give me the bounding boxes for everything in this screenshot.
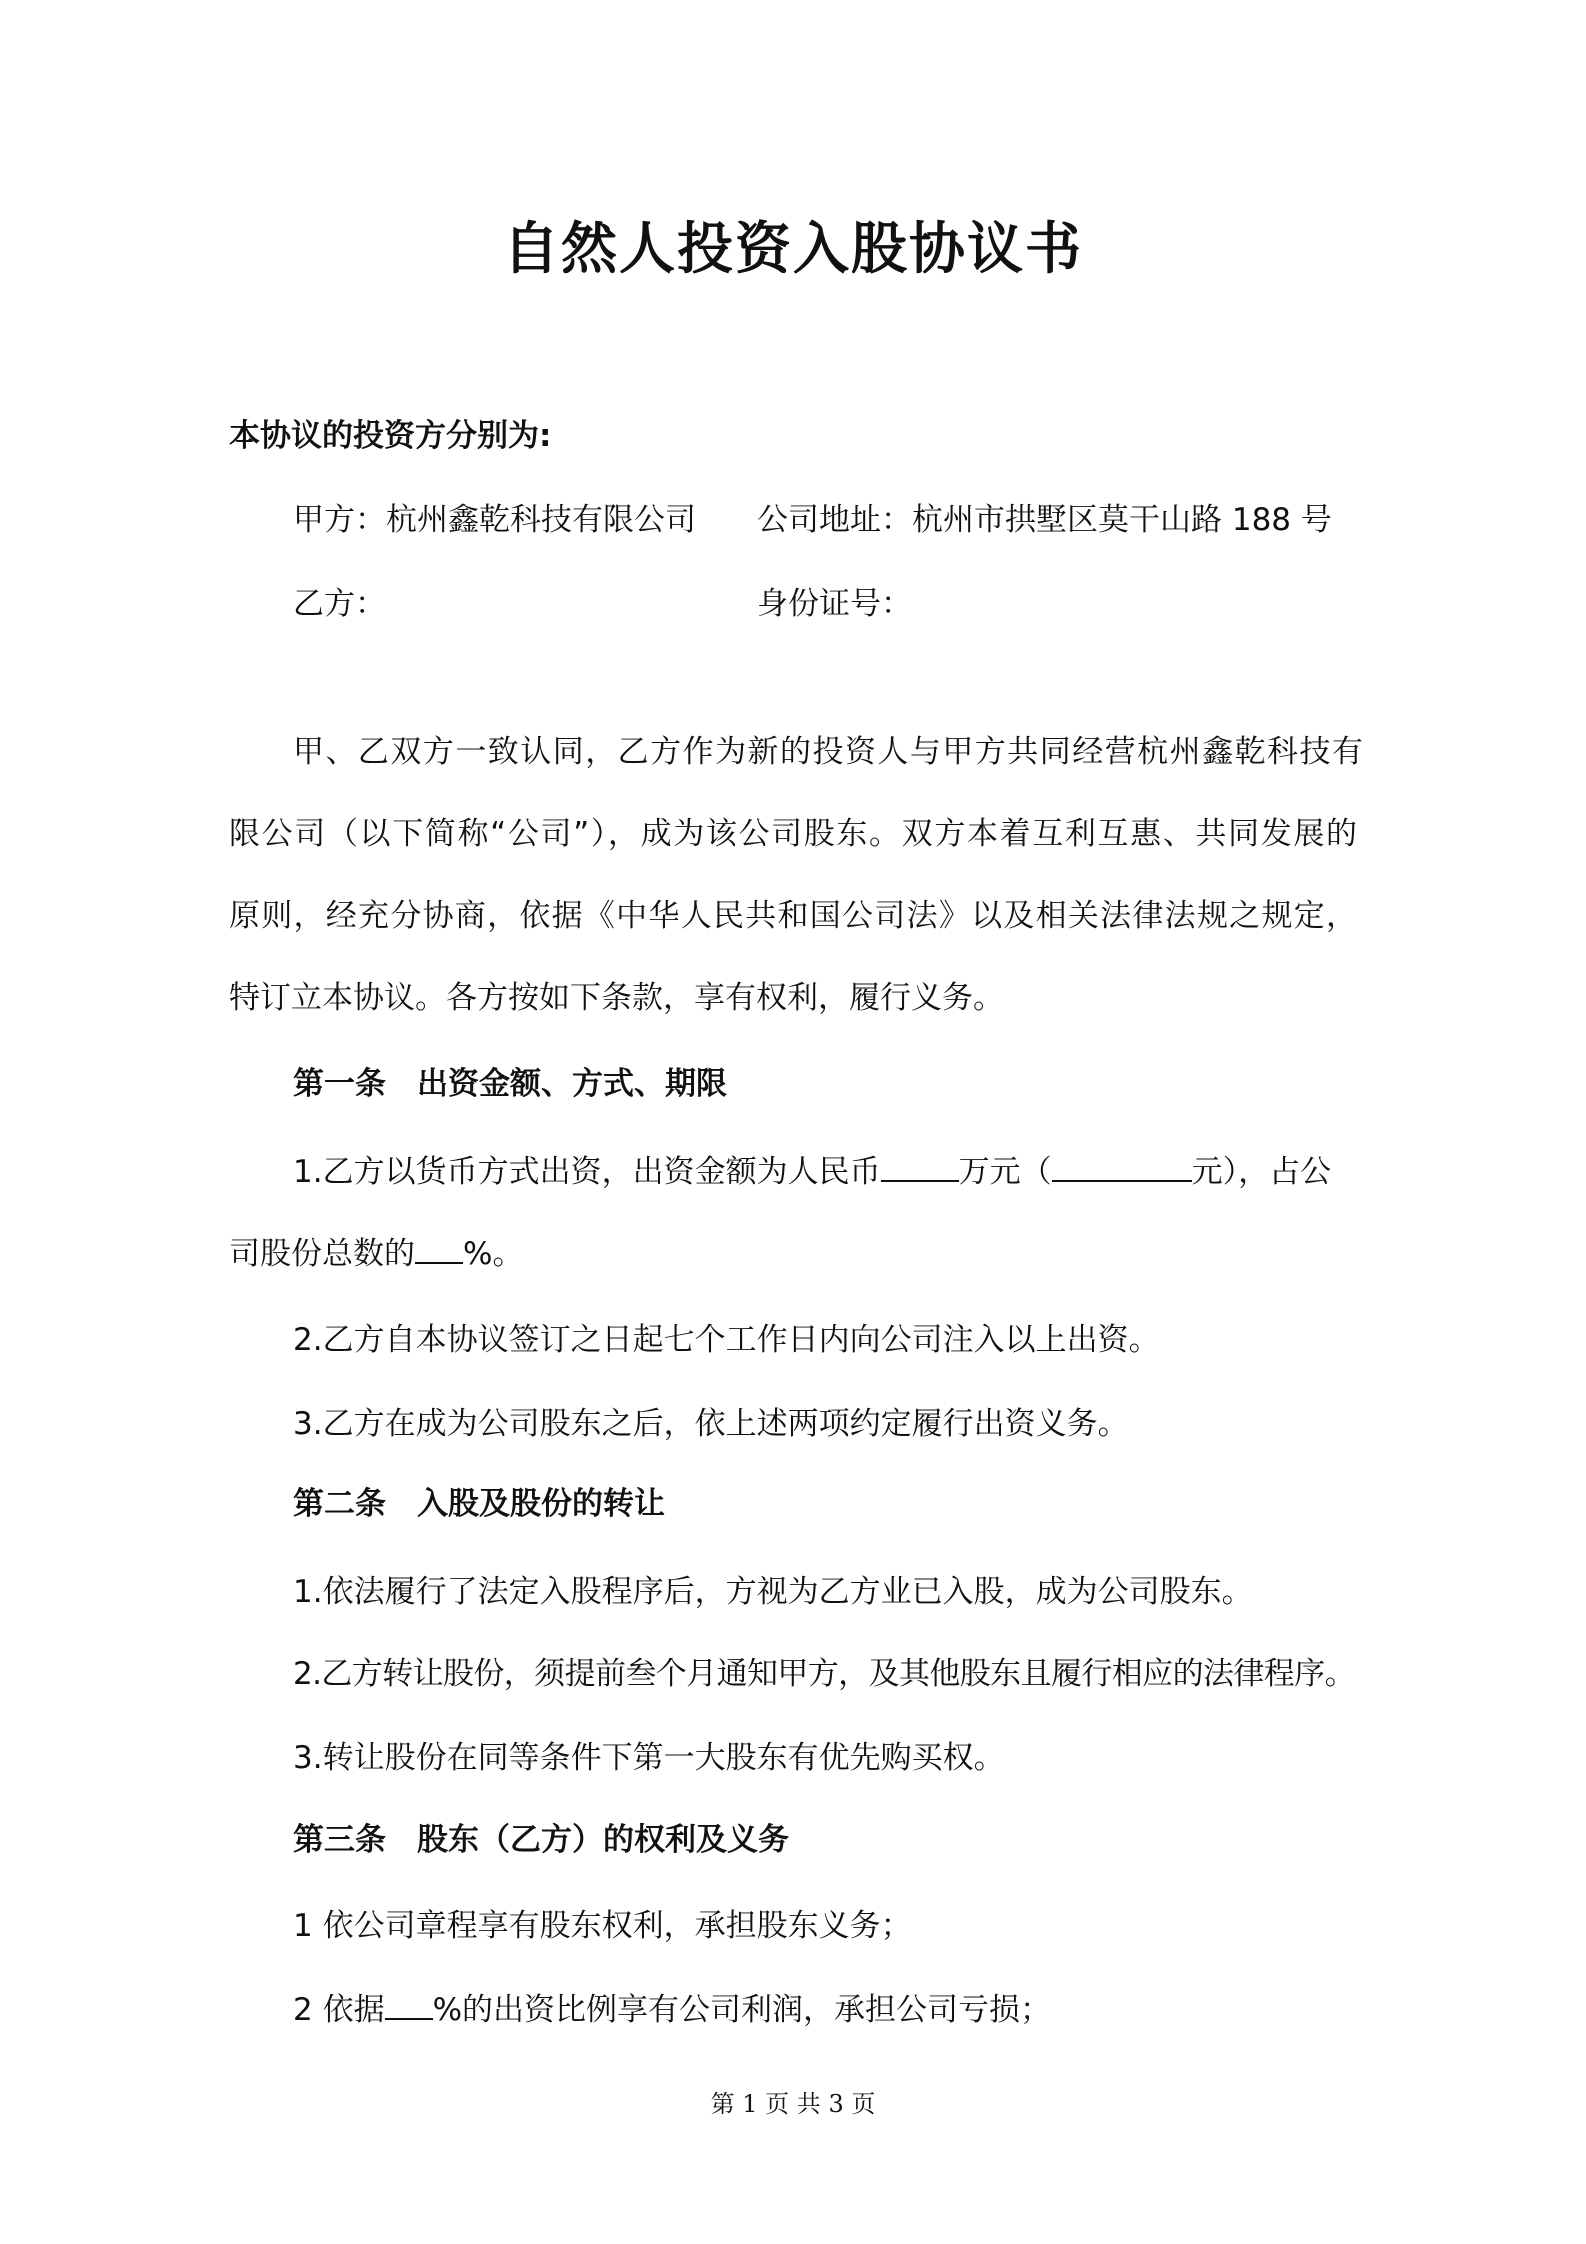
article-2-item-2: 2.乙方转让股份，须提前叁个月通知甲方，及其他股东且履行相应的法律程序。 xyxy=(293,1656,1355,1692)
party-b-label: 乙方： xyxy=(293,586,386,622)
share-percent-blank xyxy=(415,1234,463,1264)
article-1-item-1 xyxy=(293,1152,1331,1192)
profit-percent-blank xyxy=(385,1990,433,2020)
preamble-line-1: 甲、乙双方一致认同，乙方作为新的投资人与甲方共同经营杭州鑫乾科技有 xyxy=(293,734,1363,770)
article-1-item-1-text-a: 1.乙方以货币方式出资，出资金额为人民币 xyxy=(293,1154,881,1190)
article-1-heading: 第一条 出资金额、方式、期限 xyxy=(293,1066,727,1102)
article-3-item-2-text-a: 2 依据 xyxy=(293,1992,385,2028)
intro-heading: 本协议的投资方分别为: xyxy=(229,418,552,454)
amount-wan-blank xyxy=(881,1152,959,1182)
article-1-item-1-text-e: %。 xyxy=(463,1236,524,1272)
party-b-id-label: 身份证号： xyxy=(757,586,912,622)
preamble-line-3: 原则，经充分协商，依据《中华人民共和国公司法》以及相关法律法规之规定， xyxy=(229,898,1357,934)
preamble-line-4: 特订立本协议。各方按如下条款，享有权利，履行义务。 xyxy=(229,980,1004,1016)
article-1-item-2: 2.乙方自本协议签订之日起七个工作日内向公司注入以上出资。 xyxy=(293,1322,1160,1358)
article-3-heading: 第三条 股东（乙方）的权利及义务 xyxy=(293,1822,789,1858)
preamble-line-2: 限公司（以下简称“公司”），成为该公司股东。双方本着互利互惠、共同发展的 xyxy=(229,816,1357,852)
article-1-item-3: 3.乙方在成为公司股东之后，依上述两项约定履行出资义务。 xyxy=(293,1406,1129,1442)
article-3-item-2 xyxy=(293,1990,1051,2030)
document-title: 自然人投资入股协议书 xyxy=(503,217,1083,282)
article-2-item-1: 1.依法履行了法定入股程序后，方视为乙方业已入股，成为公司股东。 xyxy=(293,1574,1253,1610)
page-number-footer: 第 1 页 共 3 页 xyxy=(710,2090,876,2118)
article-1-item-1-text-d: 司股份总数的 xyxy=(229,1236,415,1272)
article-1-item-1-text-c: 元），占公 xyxy=(1191,1154,1332,1190)
party-a-label: 甲方：杭州鑫乾科技有限公司 xyxy=(293,502,696,538)
article-2-item-3: 3.转让股份在同等条件下第一大股东有优先购买权。 xyxy=(293,1740,1005,1776)
article-1-item-1-text-b: 万元（ xyxy=(958,1154,1052,1190)
article-2-heading: 第二条 入股及股份的转让 xyxy=(293,1486,665,1522)
amount-yuan-blank xyxy=(1052,1152,1192,1182)
article-3-item-2-text-b: %的出资比例享有公司利润，承担公司亏损； xyxy=(432,1992,1052,2028)
article-3-item-1: 1 依公司章程享有股东权利，承担股东义务； xyxy=(293,1908,912,1944)
party-a-address: 公司地址：杭州市拱墅区莫干山路 188 号 xyxy=(757,502,1332,538)
article-1-item-1-line-2 xyxy=(229,1234,523,1274)
